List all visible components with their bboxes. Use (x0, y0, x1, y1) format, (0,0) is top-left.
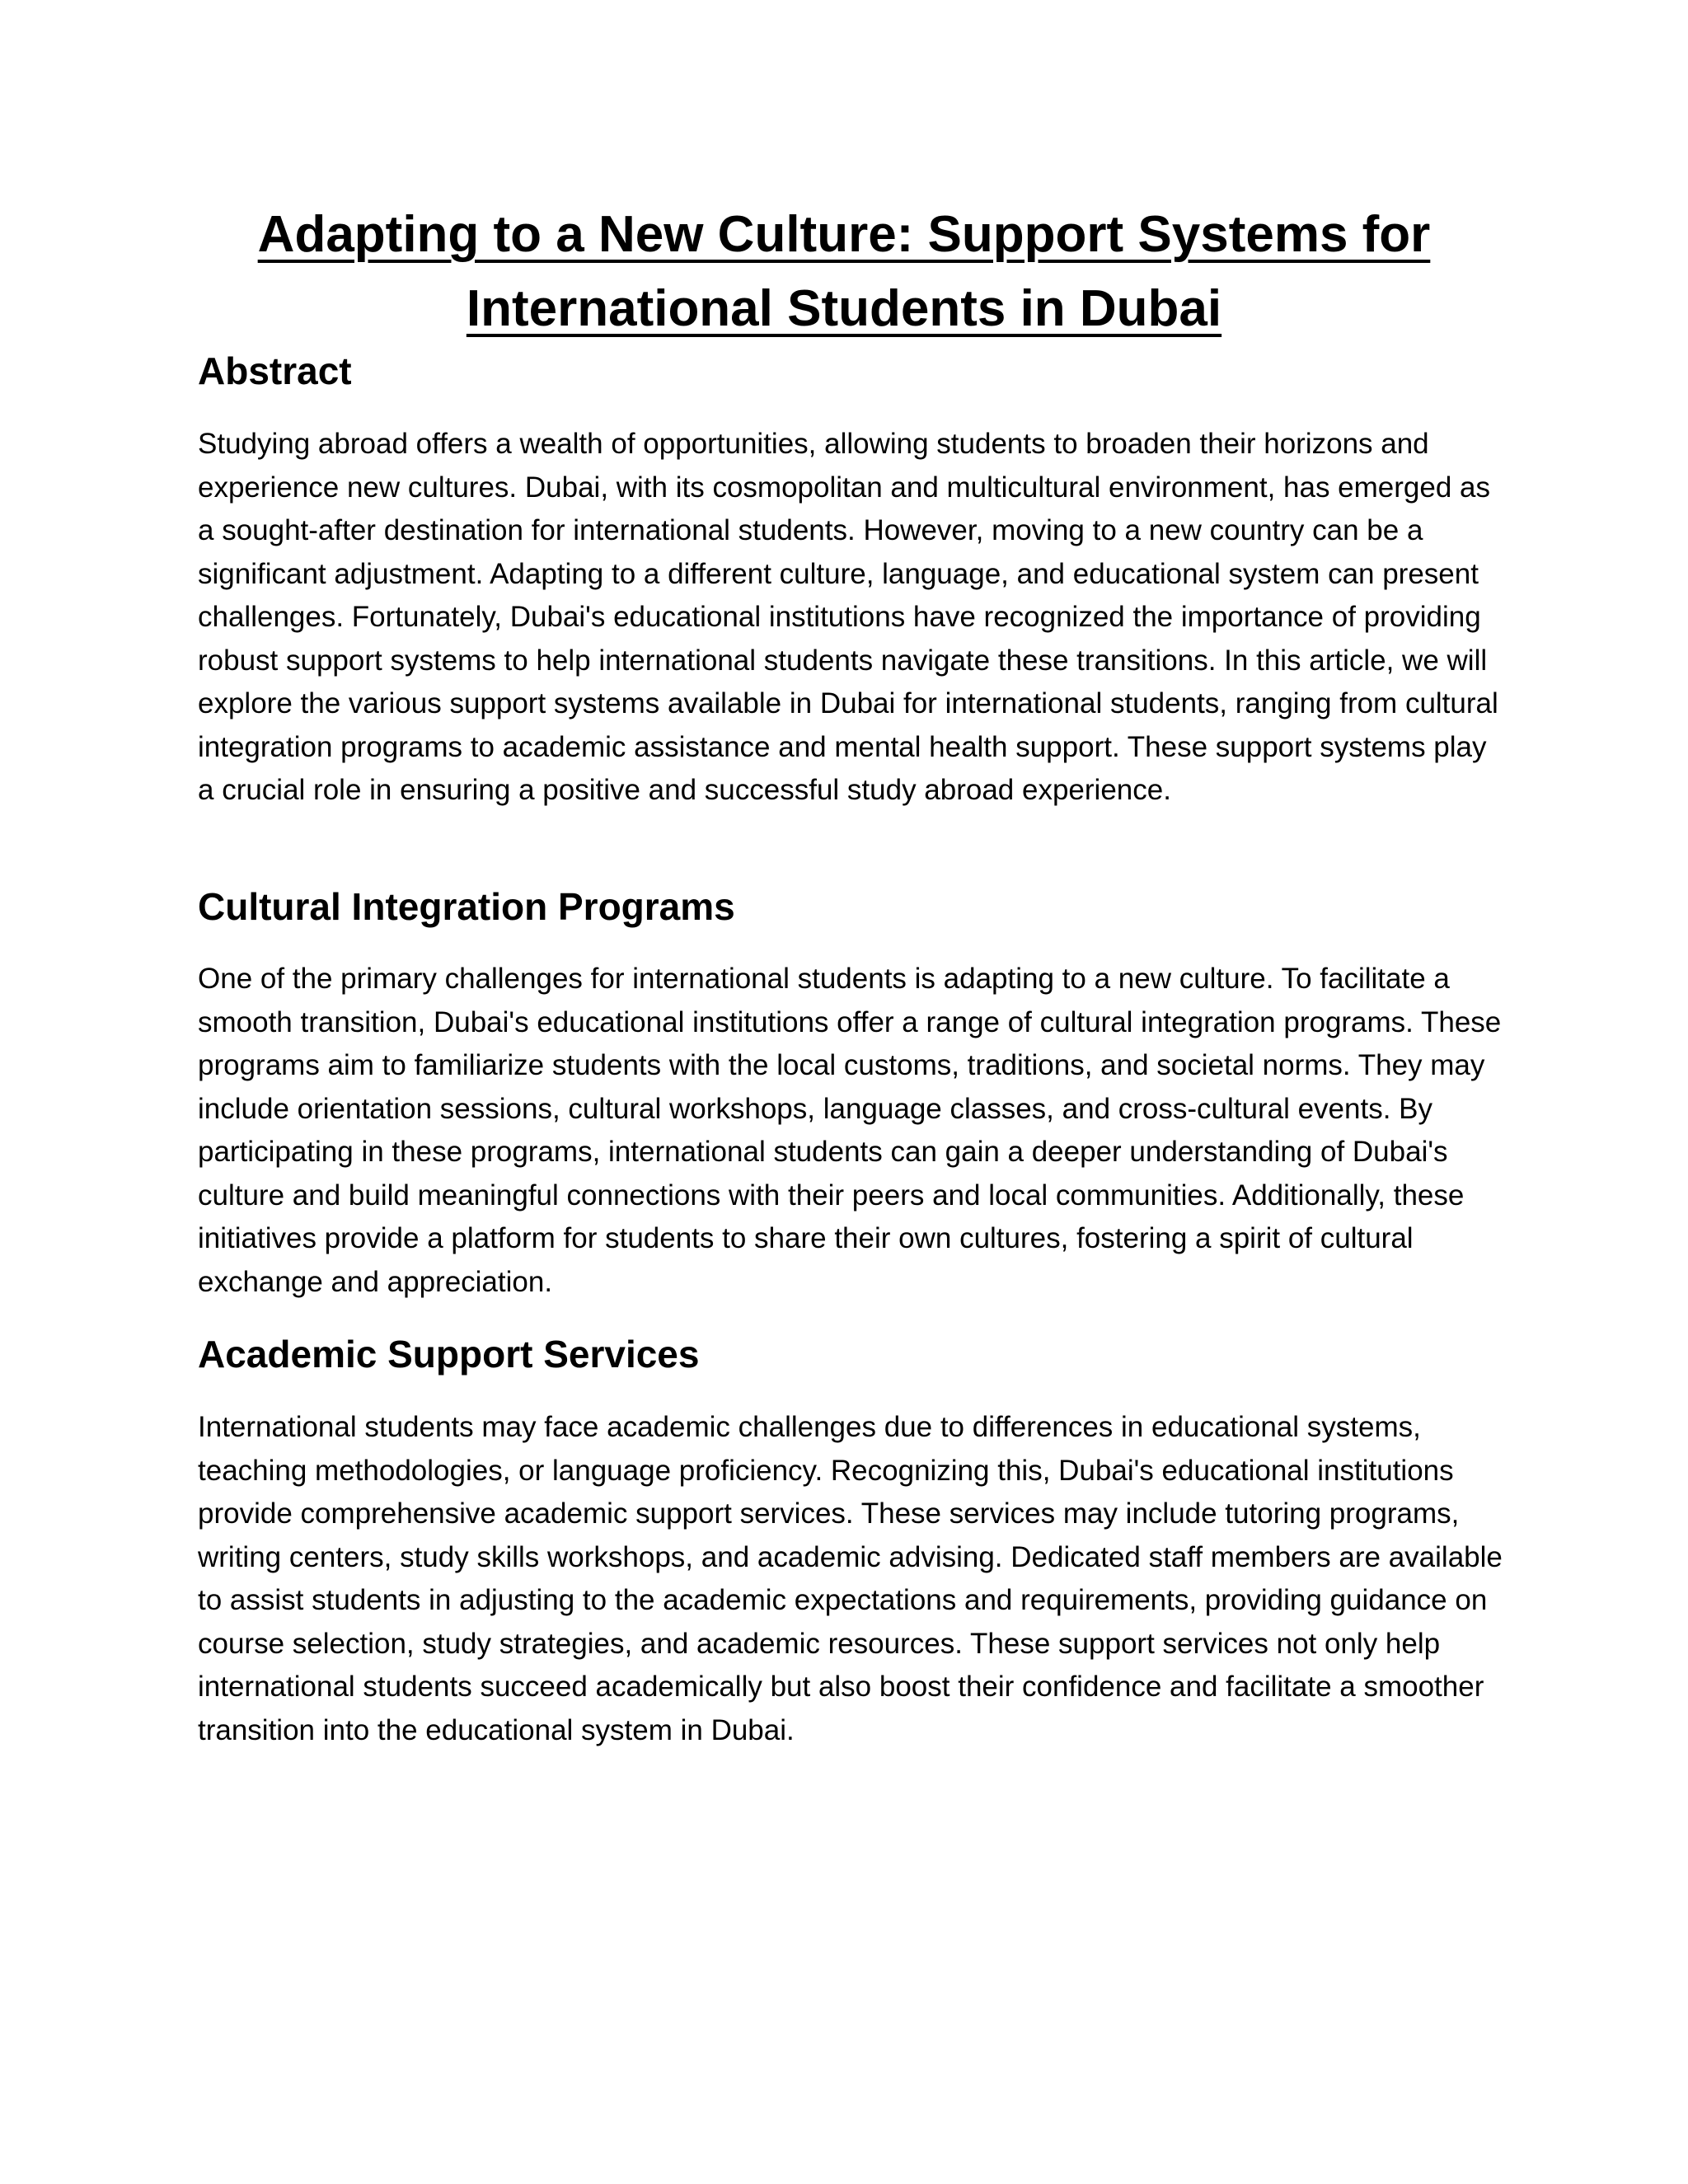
section-heading-academic-support: Academic Support Services (198, 1333, 700, 1376)
section-heading-abstract: Abstract (198, 349, 352, 392)
section-body-academic-support: International students may face academic challenges due to differences in educational systems, teaching methodologies, or language proficiency. Recognizing this, Dubai's educational institutions provide comprehensive academic support services. These services may include tutoring programs, writing centers, study skills workshops, and academic advising. Dedicated staff members are available to assist students in adjusting to the academic expectations and requirements, providing guidance on course selection, study strategies, and academic resources. These support services not only help international students succeed academically but also boost their confidence and facilitate a smoother transition into the educational system in Dubai. (198, 1411, 1503, 1746)
section-body-abstract: Studying abroad offers a wealth of opportunities, allowing students to broaden their horizons and experience new cultures. Dubai, with its cosmopolitan and multicultural environment, has emerged as a sought-after destination for international students. However, moving to a new country can be a significant adjustment. Adapting to a different culture, language, and educational system can present challenges. Fortunately, Dubai's educational institutions have recognized the importance of providing robust support systems to help international students navigate these transitions. In this article, we will explore the various support systems available in Dubai for international students, ranging from cultural integration programs to academic assistance and mental health support. These support systems play a crucial role in ensuring a positive and successful study abroad experience. (198, 428, 1498, 806)
document-title: Adapting to a New Culture: Support Systems for International Students in Dubai (257, 206, 1431, 337)
section-body-cultural-integration: One of the primary challenges for international students is adapting to a new culture. To facilitate a smooth transition, Dubai's educational institutions offer a range of cultural integration programs. These programs aim to familiarize students with the local customs, traditions, and societal norms. They may include orientation sessions, cultural workshops, language classes, and cross-cultural events. By participating in these programs, international students can gain a deeper understanding of Dubai's culture and build meaningful connections with their peers and local communities. Additionally, these initiatives provide a platform for students to share their own cultures, fostering a spirit of cultural exchange and appreciation. (198, 963, 1502, 1298)
section-heading-cultural-integration: Cultural Integration Programs (198, 885, 735, 928)
